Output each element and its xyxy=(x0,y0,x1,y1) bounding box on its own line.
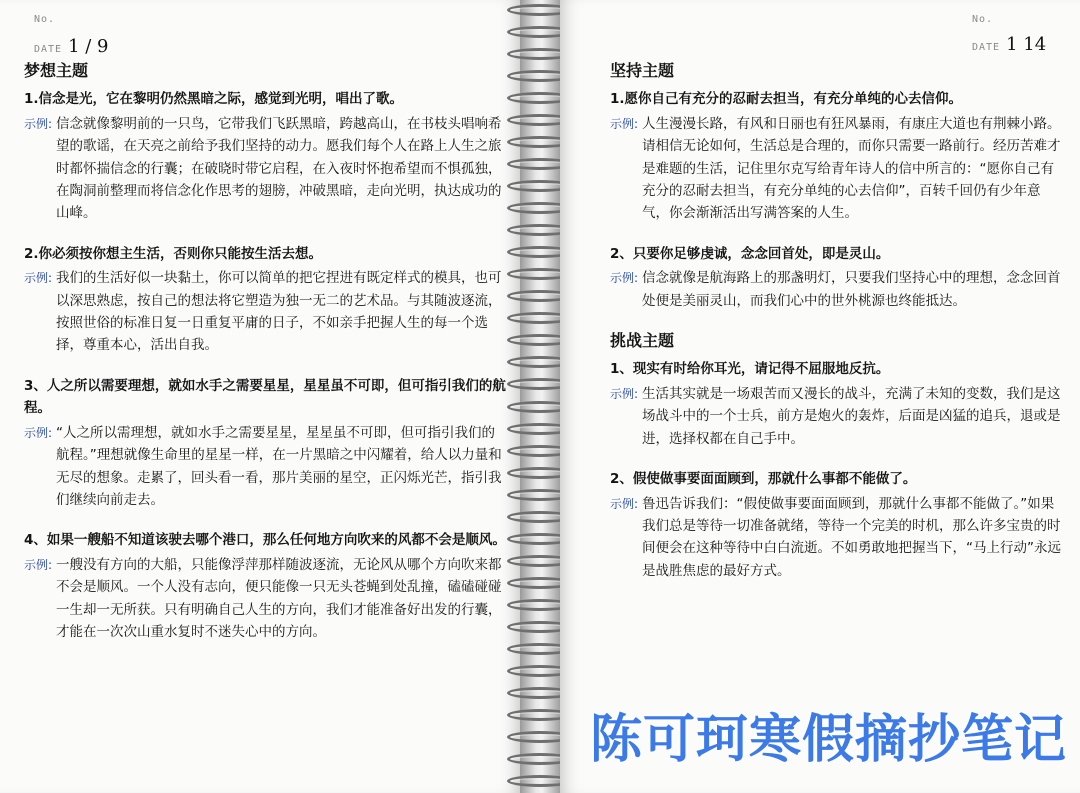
dream-item-1 xyxy=(24,88,508,224)
example-label: 示例: xyxy=(24,557,53,572)
dream-example-text-1: 信念就像黎明前的一只鸟，它带我们飞跃黑暗，跨越高山，在书枝头唱响希望的歌谣，在天亮之前给予我们坚持的动力。愿我们每个人在路上人生之旅时都怀揣信念的行囊；在破晓时带它启程，在入夜时怀抱希望而不惧孤独，在陶洞前整理而将信念化作思考的翅膀，冲破黑暗，走向光明，执达成功的山峰。 xyxy=(56,115,502,222)
left-date xyxy=(34,36,109,57)
dream-quote-3: 3、人之所以需要理想，就如水手之需要星星，星星虽不可即，但可指引我们的航程。 xyxy=(24,377,506,417)
challenge-example-text-1: 生活其实就是一场艰苦而又漫长的战斗，充满了未知的变数，我们是这场战斗中的一个士兵，前方是炮火的轰炸，后面是凶猛的追兵，退或是进，选择权都在自己手中。 xyxy=(642,385,1061,447)
right-date-value: 1 14 xyxy=(1006,34,1047,55)
dream-item-3 xyxy=(24,375,508,511)
example-label: 示例: xyxy=(24,425,53,440)
challenge-quote-1: 1、现实有时给你耳光，请记得不屈服地反抗。 xyxy=(610,361,890,378)
dream-example-1 xyxy=(24,113,508,225)
dream-example-text-3: “人之所以需理想，就如水手之需要星星，星星虽不可即，但可指引我们的航程。”理想就像生命里的星星一样，在一片黑暗之中闪耀着，给人以力量和无尽的想象。走累了，回头看一看，那片美丽的星空，正闪烁光芒，指引我们继续向前走去。 xyxy=(56,424,502,508)
dream-item-4 xyxy=(24,529,508,643)
dream-item-2 xyxy=(24,243,508,357)
left-date-value: 1 / 9 xyxy=(68,36,109,57)
dream-quote-4: 4、如果一艘船不知道该驶去哪个港口，那么任何地方向吹来的风都不会是顺风。 xyxy=(24,532,506,549)
challenge-example-text-2: 鲁迅告诉我们：“假使做事要面面顾到，那就什么事都不能做了。”如果我们总是等待一切准备就绪，等待一个完美的时机，那么许多宝贵的时间便会在这种等待中白白流逝。不如勇敢地把握当下，“马上行动”永远是战胜焦虑的最好方式。 xyxy=(642,495,1062,579)
persistence-example-1 xyxy=(610,113,1066,225)
right-content xyxy=(610,60,1066,773)
left-notebook-page xyxy=(0,0,520,793)
persistence-quote-1: 1.愿你自己有充分的忍耐去担当，有充分单纯的心去信仰。 xyxy=(610,91,963,108)
persistence-item-1 xyxy=(610,88,1066,224)
example-label: 示例: xyxy=(24,271,53,286)
dream-quote-1: 1.信念是光，它在黎明仍然黑暗之际，感觉到光明，唱出了歌。 xyxy=(24,91,404,108)
left-date-label: DATE xyxy=(34,44,63,55)
example-label: 示例: xyxy=(610,496,639,511)
right-no-label: No. xyxy=(972,14,994,25)
dream-example-text-2: 我们的生活好似一块黏土，你可以简单的把它捏进有既定样式的模具，也可以深思熟虑，按自己的想法将它塑造为独一无二的艺术品。与其随波逐流，按照世俗的标准日复一日重复平庸的日子，不如亲手把握人生的每一个选择，尊重本心，活出自我。 xyxy=(56,270,502,354)
right-date xyxy=(972,34,1046,55)
right-date-label: DATE xyxy=(972,42,1001,53)
dream-example-text-4: 一艘没有方向的大船，只能像浮萍那样随波逐流，无论风从哪个方向吹来都不会是顺风。一个人没有志向，便只能像一只无头苍蝇到处乱撞，磕磕碰碰一生却一无所获。只有明确自己人生的方向，我们才能准备好出发的行囊，才能在一次次山重水复时不迷失心中的方向。 xyxy=(56,556,502,640)
persistence-example-text-2: 信念就像是航海路上的那盏明灯，只要我们坚持心中的理想，念念回首处便是美丽灵山，而我们心中的世外桃源也终能抵达。 xyxy=(642,270,1061,309)
challenge-example-2 xyxy=(610,493,1066,583)
watermark-title: 陈可珂寒假摘抄笔记 xyxy=(590,710,1068,770)
right-notebook-page xyxy=(560,0,1080,793)
example-label: 示例: xyxy=(610,386,639,401)
challenge-item-2 xyxy=(610,468,1066,582)
example-label: 示例: xyxy=(610,116,639,131)
persistence-theme-title: 坚持主题 xyxy=(610,61,675,80)
challenge-example-1 xyxy=(610,383,1066,450)
dream-quote-2: 2.你必须按你想主生活，否则你只能按生活去想。 xyxy=(24,245,323,262)
dream-example-2 xyxy=(24,267,508,357)
persistence-quote-2: 2、只要你足够虔诚，念念回首处，即是灵山。 xyxy=(610,245,890,262)
persistence-example-text-1: 人生漫漫长路，有风和日丽也有狂风暴雨，有康庄大道也有荆棘小路。请相信无论如何，生活总是合理的，而你只需要一路前行。经历苦难才是难题的生活，记住里尔克写给青年诗人的信中所言的：“愿你自己有充分的忍耐去担当，有充分单纯的心去信仰”，百转千回仍有少年意气，你会渐渐活出写满答案的人生。 xyxy=(642,115,1061,222)
dream-example-3 xyxy=(24,422,508,512)
left-content xyxy=(24,60,508,773)
dream-example-4 xyxy=(24,554,508,644)
challenge-theme-title: 挑战主题 xyxy=(610,331,675,351)
example-label: 示例: xyxy=(24,116,53,131)
left-no-label: No. xyxy=(34,14,56,25)
dream-theme-title: 梦想主题 xyxy=(24,61,89,80)
challenge-item-1 xyxy=(610,358,1066,450)
persistence-example-2 xyxy=(610,267,1066,312)
challenge-quote-2: 2、假使做事要面面顾到，那就什么事都不能做了。 xyxy=(610,471,917,488)
persistence-item-2 xyxy=(610,243,1066,312)
example-label: 示例: xyxy=(610,271,639,286)
